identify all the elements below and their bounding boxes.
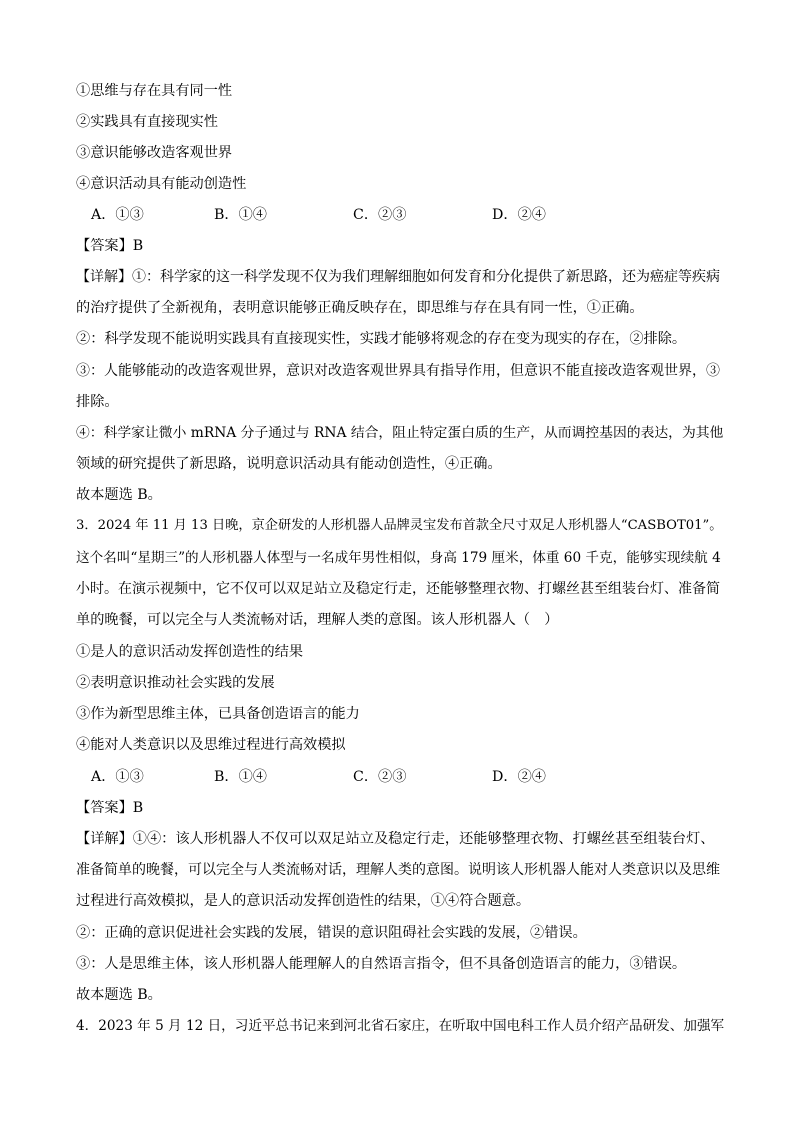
q3-stem-line-1: 3．2024 年 11 月 13 日晚，京企研发的人形机器人品牌灵宝发布首款全尺寸双足人形机器人“CASBOT01”。 [76,518,723,533]
q3-option-a: A．①③ [91,769,144,785]
q2-detail-line-3: ②：科学发现不能说明实践具有直接现实性，实践才能够将观念的存在变为现实的存在，②排除。 [76,331,687,347]
q2-conclusion: 故本题选 B。 [76,487,162,503]
q2-item-1: ①思维与存在具有同一性 [76,83,233,99]
q3-stem-line-2: 这个名叫“星期三”的人形机器人体型与一名成年男性相似，身高 179 厘米，体重 60 千克，能够实现续航 4 [76,550,721,566]
q3-detail-line-5: ③：人是思维主体，该人形机器人能理解人的自然语言指令，但不具备创造语言的能力，③错误。 [76,956,687,972]
q3-detail-label: 【详解】 [76,831,133,847]
q4-stem-line-1: 4．2023 年 5 月 12 日，习近平总书记来到河北省石家庄，在听取中国电科工作人员介绍产品研发、加强军 [76,1018,725,1034]
q3-detail-line-1 [76,829,726,849]
q2-item-2: ②实践具有直接现实性 [76,114,218,130]
q2-detail-line-4: ③：人能够能动的改造客观世界，意识对改造客观世界具有指导作用，但意识不能直接改造客观世界，③ [76,363,720,379]
q2-detail-label: 【详解】 [76,269,132,285]
q3-detail-line-4: ②：正确的意识促进社会实践的发展，错误的意识阻碍社会实践的发展，②错误。 [76,925,587,941]
q2-answer-value: B [132,238,144,254]
q3-conclusion: 故本题选 B。 [76,987,162,1003]
q2-answer [76,236,726,256]
q3-answer-value: B [132,800,144,816]
q2-item-4: ④意识活动具有能动创造性 [76,176,247,192]
q3-answer-label: 【答案】 [76,800,133,816]
q3-item-3: ③作为新型思维主体，已具备创造语言的能力 [76,706,360,722]
q3-detail-line-3: 过程进行高效模拟，是人的意识活动发挥创造性的结果，①④符合题意。 [76,893,531,909]
q2-answer-label: 【答案】 [76,238,133,254]
q3-detail-text-1: ①④：该人形机器人不仅可以双足站立及稳定行走，还能够整理衣物、打螺丝甚至组装台灯、 [132,831,715,847]
q3-item-1: ①是人的意识活动发挥创造性的结果 [76,644,304,660]
q2-option-a: A．①③ [91,207,144,223]
q2-option-d: D．②④ [492,207,546,223]
q2-option-b: B．①④ [214,207,267,223]
q2-item-3: ③意识能够改造客观世界 [76,145,233,161]
q2-detail-line-2: 的治疗提供了全新视角，表明意识能够正确反映存在，即思维与存在具有同一性，①正确。 [76,300,644,316]
q3-item-2: ②表明意识推动社会实践的发展 [76,675,275,691]
q3-stem-line-3: 小时。在演示视频中，它不仅可以双足站立及稳定行走，还能够整理衣物、打螺丝甚至组装台灯、准备简 [76,581,720,597]
q2-detail-line-6: ④：科学家让微小 mRNA 分子通过与 RNA 结合，阻止特定蛋白质的生产，从而调控基因的表达，为其他 [76,425,724,441]
q3-answer [76,798,726,818]
q3-item-4: ④能对人类意识以及思维过程进行高效模拟 [76,737,346,753]
q2-detail-text-1: ①：科学家的这一科学发现不仅为我们理解细胞如何发育和分化提供了新思路，还为癌症等疾病 [132,269,720,285]
q3-option-d: D．②④ [492,769,546,785]
q3-stem-line-4: 单的晚餐，可以完全与人类流畅对话，理解人类的意图。该人形机器人（ ） [76,612,559,628]
q2-detail-line-5: 排除。 [76,394,119,410]
q3-option-c: C．②③ [353,769,407,785]
q2-option-c: C．②③ [353,207,407,223]
q3-detail-line-2: 准备简单的晚餐，可以完全与人类流畅对话，理解人类的意图。说明该人形机器人能对人类意识以及思维 [76,862,720,878]
q3-option-b: B．①④ [214,769,267,785]
q2-detail-line-1 [76,267,726,287]
q2-detail-line-7: 领域的研究提供了新思路，说明意识活动具有能动创造性，④正确。 [76,456,502,472]
